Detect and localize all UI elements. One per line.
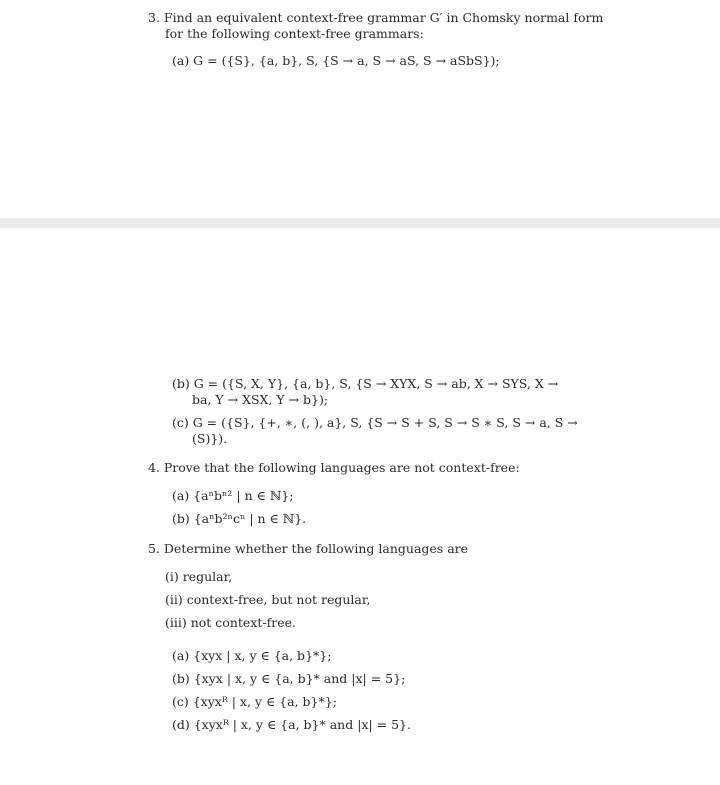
question-3-heading-continued: for the following context-free grammars:: [165, 26, 424, 41]
question-5-part-a: (a) {xyx | x, y ∈ {a, b}*};: [172, 648, 332, 663]
question-3-heading: 3. Find an equivalent context-free grammar G′ in Chomsky normal form: [148, 10, 604, 25]
question-5-option-i: (i) regular,: [165, 569, 233, 584]
question-5-heading: 5. Determine whether the following languages are: [148, 541, 469, 556]
question-5-part-b: (b) {xyx | x, y ∈ {a, b}* and |x| = 5};: [172, 671, 406, 686]
question-3-part-a: (a) G = ({S}, {a, b}, S, {S → a, S → aS, S → aSbS});: [172, 53, 500, 68]
question-3-part-c-line1: (c) G = ({S}, {+, ∗, (, ), a}, S, {S → S + S, S → S ∗ S, S → a, S →: [172, 415, 578, 430]
question-4-part-a: (a) {aⁿbⁿ² | n ∈ ℕ};: [172, 488, 294, 503]
question-4-part-b: (b) {aⁿb²ⁿcⁿ | n ∈ ℕ}.: [172, 511, 307, 526]
question-3-part-b-line2: ba, Y → XSX, Y → b});: [192, 392, 329, 407]
question-3-part-c-line2: (S)}).: [192, 431, 228, 446]
page-break-divider: [0, 218, 720, 228]
question-5-part-c: (c) {xyxᴿ | x, y ∈ {a, b}*};: [172, 694, 337, 709]
question-4-heading: 4. Prove that the following languages are not context-free:: [148, 460, 520, 475]
question-3-part-b-line1: (b) G = ({S, X, Y}, {a, b}, S, {S → XYX, S → ab, X → SYS, X →: [172, 376, 559, 391]
question-5-part-d: (d) {xyxᴿ | x, y ∈ {a, b}* and |x| = 5}.: [172, 717, 411, 732]
question-5-option-ii: (ii) context-free, but not regular,: [165, 592, 371, 607]
question-5-option-iii: (iii) not context-free.: [165, 615, 296, 630]
